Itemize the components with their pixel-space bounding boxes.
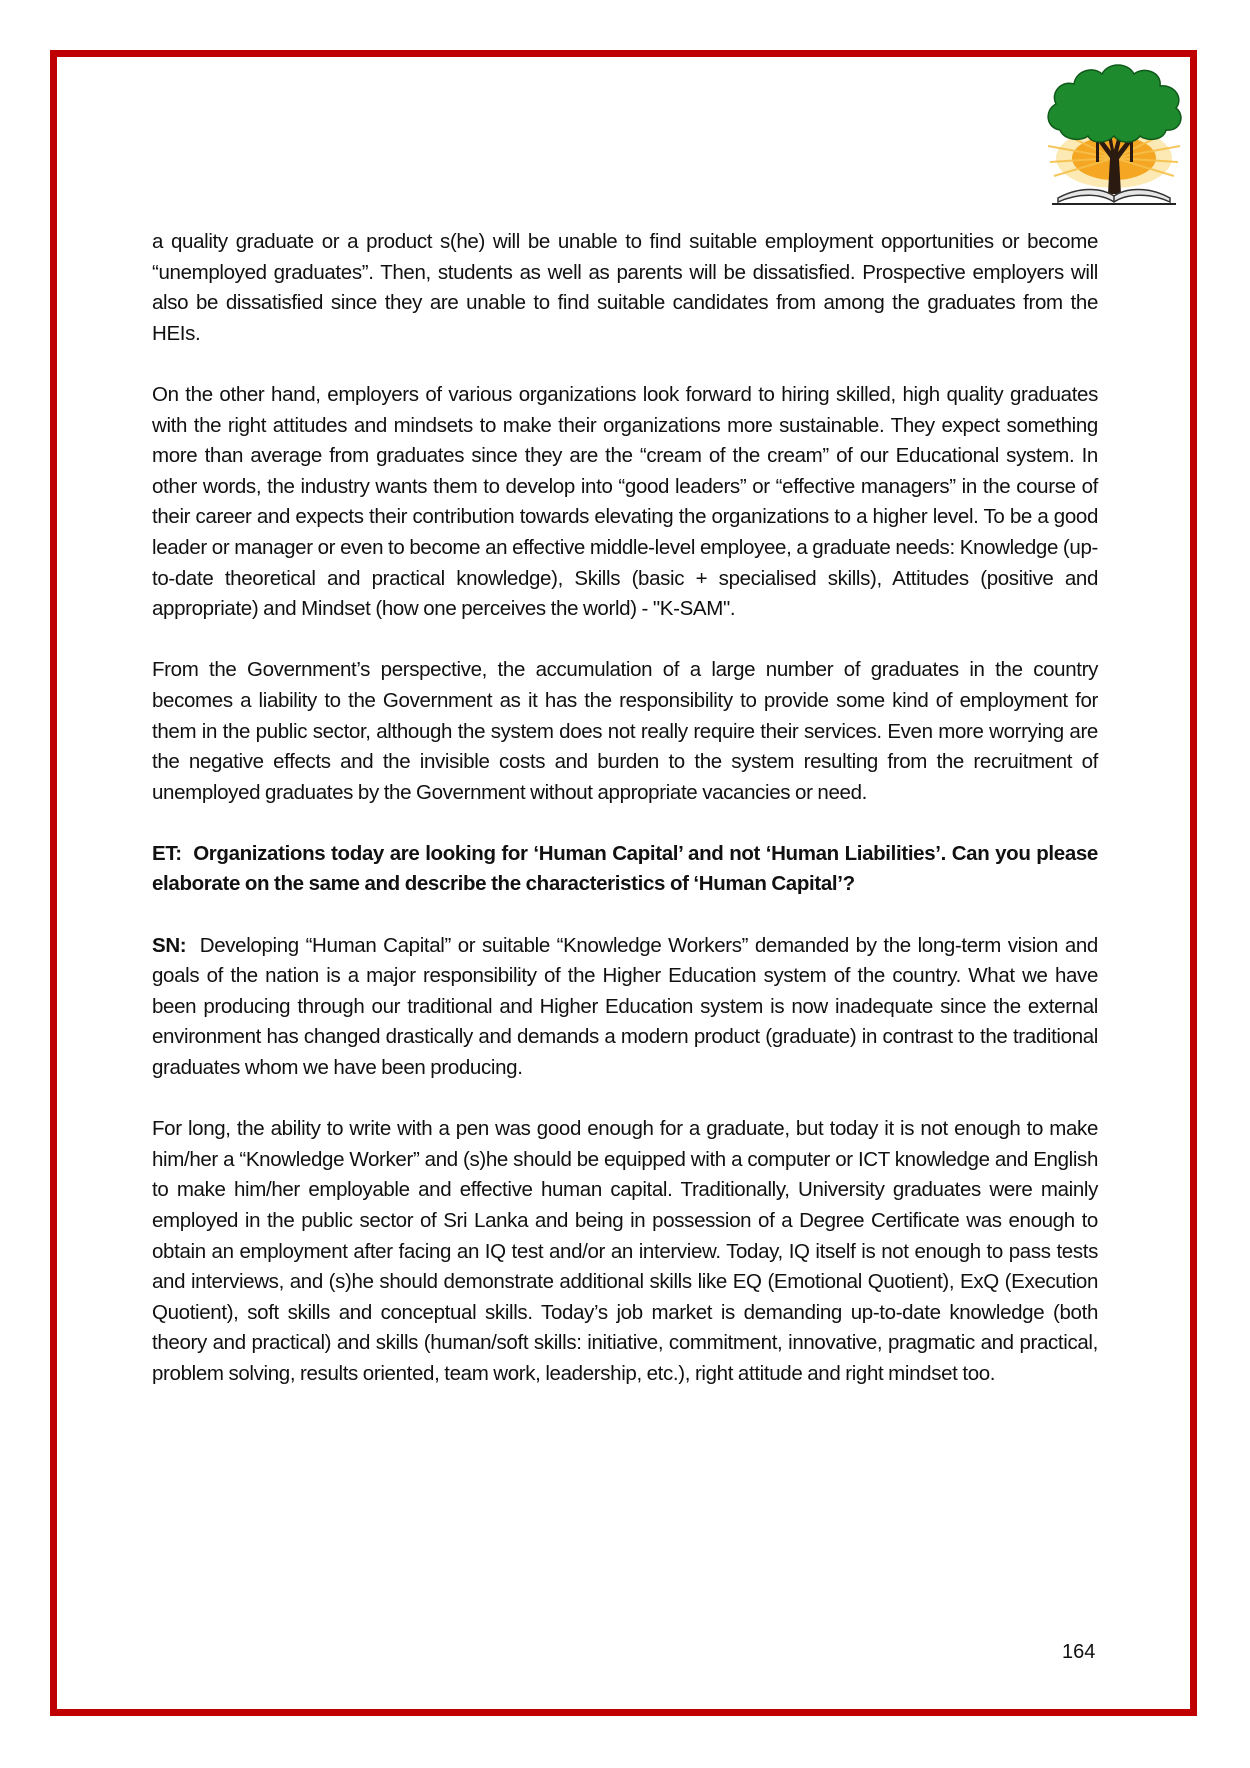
paragraph-1: a quality graduate or a product s(he) will be unable to find suitable employment opportunities or become “unemployed graduates”. Then, students as well as parents will be dissatisfied. Prospective employers will also be dissatisfied since they are unable to find suitable candidates from among the graduates from the HEIs. [152, 230, 1098, 345]
page-number: 164 [1062, 1641, 1096, 1663]
paragraph-3: From the Government’s perspective, the accumulation of a large number of graduates in the country becomes a liability to the Government as it has the responsibility to provide some kind of employment for them in the public sector, although the system does not really require their services. Even more worrying are the negative effects and the invisible costs and burden to the system resulting from the recruitment of unemployed graduates by the Government without appropriate vacancies or need. [152, 658, 1098, 804]
speaker-label-sn: SN: [152, 933, 187, 957]
interview-answer-sn [152, 931, 1098, 1084]
paragraph-2: On the other hand, employers of various organizations look forward to hiring skilled, high quality graduates with the right attitudes and mindsets to make their organizations more sustainable. They expect something more than average from graduates since they are the “cream of the cream” of our Educational system. In other words, the industry wants them to develop into “good leaders” or “effective managers” in the course of their career and expects their contribution towards elevating the organizations to a higher level. To be a good leader or manager or even to become an effective middle-level employee, a graduate needs: Knowledge (up-to-date theoretical and practical knowledge), Skills (basic + specialised skills), Attitudes (positive and appropriate) and Mindset (how one perceives the world) - "K-SAM". [152, 382, 1098, 621]
speaker-label-et: ET: [152, 841, 182, 865]
interview-question-et [152, 839, 1098, 900]
paragraph-6: For long, the ability to write with a pen was good enough for a graduate, but today it is not enough to make him/her a “Knowledge Worker” and (s)he should be equipped with a computer or ICT knowledge and English to make him/her employable and effective human capital. Traditionally, University graduates were mainly employed in the public sector of Sri Lanka and being in possession of a Degree Certificate was enough to obtain an employment after facing an IQ test and/or an interview. Today, IQ itself is not enough to pass tests and interviews, and (s)he should demonstrate additional skills like EQ (Emotional Quotient), ExQ (Execution Quotient), soft skills and conceptual skills. Today’s job market is demanding up-to-date knowledge (both theory and practical) and skills (human/soft skills: initiative, commitment, innovative, pragmatic and practical, problem solving, results oriented, team work, leadership, etc.), right attitude and right mindset too. [152, 1117, 1098, 1385]
tree-foliage-icon [1048, 65, 1181, 142]
tree-book-logo-icon [1040, 58, 1188, 208]
question-text: Organizations today are looking for ‘Human Capital’ and not ‘Human Liabilities’. Can you please elaborate on the same and describe the characteristics of ‘Human Capital’? [152, 841, 1098, 896]
document-body [152, 227, 1098, 1420]
answer-text: Developing “Human Capital” or suitable “Knowledge Workers” demanded by the long-term vision and goals of the nation is a major responsibility of the Higher Education system of the country. What we have been producing through our traditional and Higher Education system is now inadequate since the external environment has changed drastically and demands a modern product (graduate) in contrast to the traditional graduates whom we have been producing. [152, 933, 1098, 1080]
